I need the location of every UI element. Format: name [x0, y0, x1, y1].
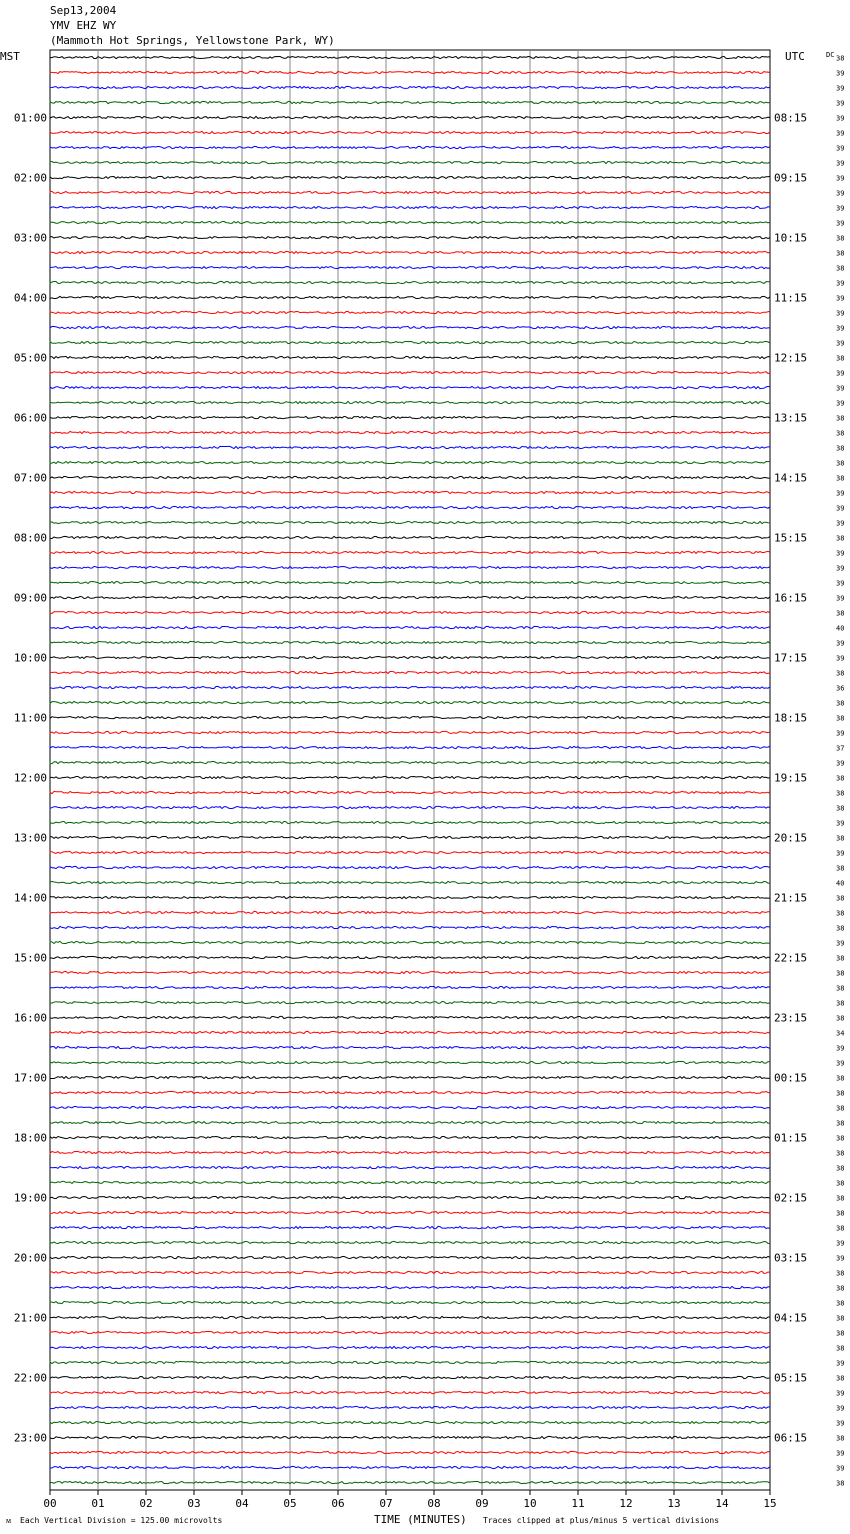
dc-offset-label: 38	[836, 954, 845, 963]
dc-offset-label: 39	[836, 204, 845, 213]
trace-row	[50, 1061, 770, 1063]
dc-offset-label: 39	[836, 399, 845, 408]
trace-row	[50, 1076, 770, 1078]
dc-offset-label: 38	[836, 1089, 845, 1098]
mst-hour-label: 04:00	[13, 291, 47, 305]
trace-row	[50, 656, 770, 658]
trace-row	[50, 146, 770, 148]
utc-hour-label: 06:15	[774, 1431, 808, 1445]
x-tick-label: 10	[523, 1497, 537, 1510]
x-tick-label: 11	[571, 1497, 585, 1510]
utc-hour-label: 16:15	[774, 591, 808, 605]
utc-axis-title: UTC	[785, 50, 805, 63]
trace-row	[50, 1091, 770, 1093]
trace-row	[50, 251, 770, 253]
mst-hour-label: 15:00	[13, 951, 47, 965]
x-tick-label: 09	[475, 1497, 489, 1510]
utc-hour-label: 19:15	[774, 771, 808, 785]
dc-offset-label: 39	[836, 654, 845, 663]
trace-row	[50, 551, 770, 553]
trace-row	[50, 596, 770, 598]
trace-row	[50, 1481, 770, 1483]
trace-row	[50, 311, 770, 313]
mst-hour-label: 03:00	[13, 231, 47, 245]
location-label: (Mammoth Hot Springs, Yellowstone Park, WY)	[50, 34, 335, 47]
mst-axis-title: MST	[0, 50, 20, 63]
dc-offset-label: 39	[836, 114, 845, 123]
trace-row	[50, 356, 770, 358]
dc-offset-label: 38	[836, 264, 845, 273]
dc-offset-label: 38	[836, 1104, 845, 1113]
trace-row	[50, 566, 770, 568]
x-tick-label: 12	[619, 1497, 633, 1510]
mst-hour-label: 08:00	[13, 531, 47, 545]
dc-offset-label: 39	[836, 189, 845, 198]
mst-hour-label: 20:00	[13, 1251, 47, 1265]
trace-row	[50, 191, 770, 193]
dc-offset-label: 39	[836, 1419, 845, 1428]
dc-title: DC	[826, 51, 835, 59]
dc-offset-label: 38	[836, 234, 845, 243]
dc-offset-label: 38	[836, 444, 845, 453]
utc-hour-label: 08:15	[774, 111, 808, 125]
dc-offset-label: 38	[836, 1149, 845, 1158]
dc-offset-label: 36	[836, 684, 845, 693]
trace-row	[50, 1241, 770, 1243]
x-tick-label: 00	[43, 1497, 57, 1510]
dc-offset-label: 38	[836, 1014, 845, 1023]
trace-row	[50, 236, 770, 238]
dc-offset-label: 39	[836, 324, 845, 333]
trace-row	[50, 1421, 770, 1423]
mst-hour-label: 07:00	[13, 471, 47, 485]
dc-offset-label: 38	[836, 1134, 845, 1143]
utc-hour-label: 23:15	[774, 1011, 808, 1025]
x-tick-label: 08	[427, 1497, 441, 1510]
dc-offset-label: 38	[836, 909, 845, 918]
trace-row	[50, 1301, 770, 1303]
dc-offset-label: 38	[836, 1479, 845, 1488]
dc-offset-label: 39	[836, 129, 845, 138]
dc-offset-label: 39	[836, 159, 845, 168]
utc-hour-label: 15:15	[774, 531, 808, 545]
dc-offset-label: 38	[836, 414, 845, 423]
dc-offset-label: 38	[836, 864, 845, 873]
utc-hour-label: 12:15	[774, 351, 808, 365]
trace-row	[50, 731, 770, 733]
trace-row	[50, 221, 770, 223]
dc-offset-label: 37	[836, 744, 845, 753]
dc-offset-label: 38	[836, 1344, 845, 1353]
x-tick-label: 02	[139, 1497, 153, 1510]
x-tick-label: 01	[91, 1497, 105, 1510]
dc-offset-label: 38	[836, 1284, 845, 1293]
dc-offset-label: 39	[836, 1464, 845, 1473]
dc-offset-label: 38	[836, 1074, 845, 1083]
dc-offset-label: 39	[836, 1449, 845, 1458]
mst-hour-label: 01:00	[13, 111, 47, 125]
trace-row	[50, 1136, 770, 1138]
mst-hour-label: 13:00	[13, 831, 47, 845]
trace-row	[50, 1196, 770, 1198]
trace-row	[50, 986, 770, 988]
trace-row	[50, 401, 770, 403]
dc-offset-label: 39	[836, 1059, 845, 1068]
x-tick-label: 05	[283, 1497, 297, 1510]
x-tick-label: 15	[763, 1497, 777, 1510]
trace-row	[50, 386, 770, 388]
dc-offset-label: 38	[836, 894, 845, 903]
trace-row	[50, 161, 770, 163]
trace-row	[50, 1316, 770, 1318]
mst-hour-label: 16:00	[13, 1011, 47, 1025]
trace-row	[50, 1121, 770, 1123]
dc-offset-label: 39	[836, 549, 845, 558]
utc-hour-label: 22:15	[774, 951, 808, 965]
trace-row	[50, 791, 770, 793]
station-label: YMV EHZ WY	[50, 19, 117, 32]
utc-hour-label: 01:15	[774, 1131, 808, 1145]
trace-row	[50, 131, 770, 133]
dc-offset-label: 39	[836, 369, 845, 378]
trace-row	[50, 746, 770, 748]
utc-hour-label: 09:15	[774, 171, 808, 185]
trace-row	[50, 941, 770, 943]
trace-row	[50, 716, 770, 718]
dc-offset-label: 38	[836, 714, 845, 723]
dc-offset-label: 39	[836, 84, 845, 93]
dc-offset-label: 34	[836, 1029, 845, 1038]
utc-hour-label: 20:15	[774, 831, 808, 845]
mst-hour-label: 11:00	[13, 711, 47, 725]
utc-hour-label: 03:15	[774, 1251, 808, 1265]
trace-row	[50, 206, 770, 208]
trace-row	[50, 1001, 770, 1003]
trace-row	[50, 1346, 770, 1348]
dc-offset-label: 39	[836, 729, 845, 738]
trace-row	[50, 1361, 770, 1363]
trace-row	[50, 1016, 770, 1018]
dc-offset-label: 38	[836, 1194, 845, 1203]
mst-hour-label: 23:00	[13, 1431, 47, 1445]
mst-hour-label: 12:00	[13, 771, 47, 785]
trace-row	[50, 866, 770, 868]
trace-row	[50, 641, 770, 643]
dc-offset-label: 38	[836, 429, 845, 438]
trace-row	[50, 281, 770, 283]
utc-hour-label: 21:15	[774, 891, 808, 905]
dc-offset-label: 39	[836, 939, 845, 948]
dc-offset-label: 38	[836, 1299, 845, 1308]
dc-offset-label: 38	[836, 924, 845, 933]
trace-row	[50, 1391, 770, 1393]
trace-row	[50, 1226, 770, 1228]
trace-row	[50, 1466, 770, 1468]
dc-offset-label: 38	[836, 249, 845, 258]
x-axis-title: TIME (MINUTES)	[374, 1513, 467, 1526]
dc-offset-label: 38	[836, 1224, 845, 1233]
mst-hour-label: 05:00	[13, 351, 47, 365]
x-tick-label: 04	[235, 1497, 249, 1510]
dc-offset-label: 38	[836, 1374, 845, 1383]
trace-row	[50, 461, 770, 463]
clip-note: Traces clipped at plus/minus 5 vertical divisions	[483, 1516, 720, 1525]
trace-row	[50, 521, 770, 523]
dc-offset-label: 39	[836, 339, 845, 348]
trace-row	[50, 431, 770, 433]
trace-row	[50, 1181, 770, 1183]
dc-offset-label: 38	[836, 984, 845, 993]
trace-row	[50, 1286, 770, 1288]
trace-row	[50, 371, 770, 373]
trace-row	[50, 581, 770, 583]
trace-row	[50, 56, 770, 58]
trace-row	[50, 71, 770, 73]
mst-hour-label: 19:00	[13, 1191, 47, 1205]
dc-offset-label: 38	[836, 774, 845, 783]
dc-offset-label: 38	[836, 999, 845, 1008]
trace-row	[50, 1211, 770, 1213]
dc-offset-label: 39	[836, 759, 845, 768]
utc-hour-label: 02:15	[774, 1191, 808, 1205]
utc-hour-label: 00:15	[774, 1071, 808, 1085]
trace-row	[50, 671, 770, 673]
dc-offset-label: 38	[836, 1209, 845, 1218]
trace-row	[50, 971, 770, 973]
mst-hour-label: 14:00	[13, 891, 47, 905]
trace-row	[50, 506, 770, 508]
mst-hour-label: 02:00	[13, 171, 47, 185]
dc-offset-label: 38	[836, 459, 845, 468]
dc-offset-label: 39	[836, 1404, 845, 1413]
dc-offset-label: 38	[836, 834, 845, 843]
trace-row	[50, 911, 770, 913]
trace-row	[50, 1271, 770, 1273]
dc-offset-label: 39	[836, 519, 845, 528]
dc-offset-label: 38	[836, 474, 845, 483]
dc-offset-label: 39	[836, 174, 845, 183]
trace-row	[50, 1376, 770, 1378]
mst-hour-label: 09:00	[13, 591, 47, 605]
utc-hour-label: 13:15	[774, 411, 808, 425]
scale-bar-glyph: ᴍ	[6, 1516, 12, 1525]
dc-offset-label: 38	[836, 54, 845, 63]
dc-offset-label: 39	[836, 504, 845, 513]
trace-row	[50, 446, 770, 448]
trace-row	[50, 101, 770, 103]
trace-row	[50, 116, 770, 118]
trace-row	[50, 701, 770, 703]
dc-offset-label: 39	[836, 294, 845, 303]
trace-row	[50, 761, 770, 763]
trace-row	[50, 326, 770, 328]
mst-hour-label: 10:00	[13, 651, 47, 665]
dc-offset-label: 39	[836, 849, 845, 858]
trace-row	[50, 1166, 770, 1168]
trace-row	[50, 1031, 770, 1033]
dc-offset-label: 39	[836, 99, 845, 108]
utc-hour-label: 14:15	[774, 471, 808, 485]
dc-offset-label: 40	[836, 624, 845, 633]
trace-row	[50, 1451, 770, 1453]
utc-hour-label: 18:15	[774, 711, 808, 725]
utc-hour-label: 04:15	[774, 1311, 808, 1325]
dc-offset-label: 39	[836, 579, 845, 588]
trace-row	[50, 1046, 770, 1048]
utc-hour-label: 17:15	[774, 651, 808, 665]
dc-offset-label: 38	[836, 1269, 845, 1278]
trace-row	[50, 1106, 770, 1108]
dc-offset-label: 39	[836, 489, 845, 498]
trace-row	[50, 626, 770, 628]
dc-offset-label: 39	[836, 1389, 845, 1398]
trace-row	[50, 416, 770, 418]
trace-row	[50, 926, 770, 928]
trace-row	[50, 536, 770, 538]
mst-hour-label: 22:00	[13, 1371, 47, 1385]
dc-offset-label: 39	[836, 309, 845, 318]
trace-row	[50, 341, 770, 343]
trace-row	[50, 851, 770, 853]
dc-offset-label: 38	[836, 669, 845, 678]
dc-offset-label: 39	[836, 639, 845, 648]
trace-row	[50, 836, 770, 838]
trace-row	[50, 806, 770, 808]
dc-offset-label: 38	[836, 1434, 845, 1443]
dc-offset-label: 38	[836, 804, 845, 813]
dc-offset-label: 39	[836, 1044, 845, 1053]
trace-row	[50, 266, 770, 268]
dc-offset-label: 39	[836, 279, 845, 288]
trace-row	[50, 821, 770, 823]
dc-offset-label: 38	[836, 1314, 845, 1323]
dc-offset-label: 39	[836, 594, 845, 603]
trace-row	[50, 86, 770, 88]
trace-row	[50, 611, 770, 613]
utc-hour-label: 11:15	[774, 291, 808, 305]
trace-row	[50, 881, 770, 883]
mst-hour-label: 21:00	[13, 1311, 47, 1325]
x-tick-label: 13	[667, 1497, 681, 1510]
date-label: Sep13,2004	[50, 4, 117, 17]
trace-row	[50, 686, 770, 688]
x-tick-label: 06	[331, 1497, 345, 1510]
trace-row	[50, 1256, 770, 1258]
trace-row	[50, 1436, 770, 1438]
trace-row	[50, 491, 770, 493]
dc-offset-label: 39	[836, 219, 845, 228]
dc-offset-label: 38	[836, 534, 845, 543]
dc-offset-label: 38	[836, 354, 845, 363]
dc-offset-label: 38	[836, 609, 845, 618]
trace-row	[50, 956, 770, 958]
dc-offset-label: 39	[836, 144, 845, 153]
dc-offset-label: 39	[836, 1239, 845, 1248]
x-tick-label: 14	[715, 1497, 729, 1510]
dc-offset-label: 39	[836, 384, 845, 393]
mst-hour-label: 18:00	[13, 1131, 47, 1145]
dc-offset-label: 38	[836, 969, 845, 978]
trace-row	[50, 896, 770, 898]
dc-offset-label: 38	[836, 1164, 845, 1173]
dc-offset-label: 38	[836, 699, 845, 708]
x-tick-label: 07	[379, 1497, 393, 1510]
x-tick-label: 03	[187, 1497, 201, 1510]
dc-offset-label: 39	[836, 819, 845, 828]
dc-offset-label: 39	[836, 564, 845, 573]
trace-row	[50, 776, 770, 778]
dc-offset-label: 38	[836, 1329, 845, 1338]
utc-hour-label: 10:15	[774, 231, 808, 245]
trace-row	[50, 296, 770, 298]
utc-hour-label: 05:15	[774, 1371, 808, 1385]
dc-offset-label: 39	[836, 1359, 845, 1368]
mst-hour-label: 17:00	[13, 1071, 47, 1085]
dc-offset-label: 40	[836, 879, 845, 888]
dc-offset-label: 38	[836, 789, 845, 798]
trace-row	[50, 1331, 770, 1333]
scale-note: Each Vertical Division = 125.00 microvolts	[20, 1516, 223, 1525]
mst-hour-label: 06:00	[13, 411, 47, 425]
dc-offset-label: 39	[836, 1254, 845, 1263]
trace-row	[50, 1406, 770, 1408]
dc-offset-label: 38	[836, 1119, 845, 1128]
dc-offset-label: 39	[836, 69, 845, 78]
trace-row	[50, 1151, 770, 1153]
dc-offset-label: 38	[836, 1179, 845, 1188]
trace-row	[50, 176, 770, 178]
trace-row	[50, 476, 770, 478]
